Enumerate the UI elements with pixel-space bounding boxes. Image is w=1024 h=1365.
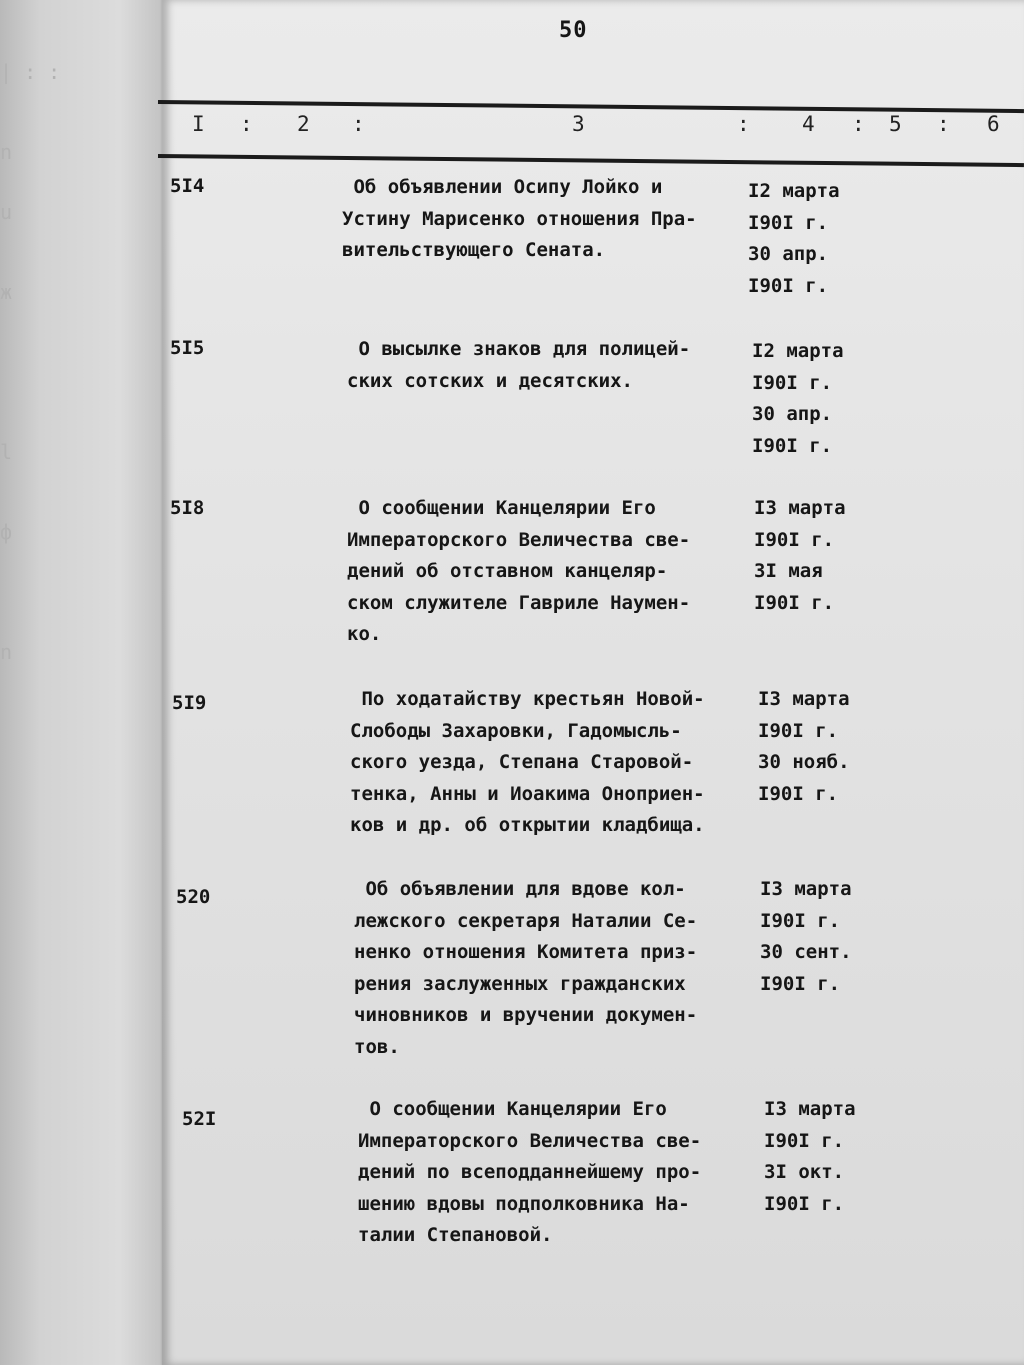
entry-dates: I2 марта I90I г. 30 апр. I90I г. <box>748 180 840 297</box>
column-header-separator: : <box>852 112 865 136</box>
entry-number: 520 <box>176 886 211 908</box>
column-header-3: 3 <box>572 112 585 136</box>
entry-dates: I3 марта I90I г. 30 нояб. I90I г. <box>758 688 850 805</box>
entry-number: 5I5 <box>170 337 205 359</box>
column-header-separator: : <box>240 112 253 136</box>
column-header-separator: : <box>352 112 365 136</box>
faint-ghost-mark: n <box>0 640 13 664</box>
table-header-bottom-rule <box>158 154 1024 167</box>
entry-dates: I3 марта I90I г. 3I окт. I90I г. <box>764 1098 856 1215</box>
entry-number: 5I9 <box>172 692 207 714</box>
entry-number: 5I4 <box>170 175 205 197</box>
column-header-separator: : <box>937 112 950 136</box>
faint-ghost-mark: ф <box>0 520 13 544</box>
column-header-2: 2 <box>297 112 310 136</box>
entry-title: Об объявлении для вдове кол- лежского секретаря Наталии Се- ненко отношения Комитета приз- рения заслуженных гражданских чиновников и вручении докумен- тов. <box>354 878 698 1058</box>
entry-title: О сообщении Канцелярии Его Императорского Величества све- дений по всеподданнейшему про- шению вдовы подполковника На- талии Степановой. <box>358 1098 702 1246</box>
column-header-separator: : <box>737 112 750 136</box>
entry-title: О сообщении Канцелярии Его Императорского Величества све- дений об отставном канцеляр- ском служителе Гавриле Наумен- ко. <box>347 497 691 645</box>
entry-title: О высылке знаков для полицей- ских сотских и десятских. <box>347 338 691 392</box>
entry-dates: I2 марта I90I г. 30 апр. I90I г. <box>752 340 844 457</box>
faint-ghost-mark: | : : <box>0 60 61 84</box>
entry-dates: I3 марта I90I г. 3I мая I90I г. <box>754 497 846 614</box>
entry-title: По ходатайству крестьян Новой- Слободы Захаровки, Гадомысль- ского уезда, Степана Старовой- тенка, Анны и Иоакима Оноприен- ков и др. об открытии кладбища. <box>350 688 705 836</box>
document-page <box>162 0 1024 1365</box>
faint-ghost-mark: ж <box>0 280 13 304</box>
previous-page-edge <box>0 0 165 1365</box>
faint-ghost-mark: l <box>0 440 13 464</box>
entry-title: Об объявлении Осипу Лойко и Устину Марисенко отношения Пра- вительствующего Сената. <box>342 176 697 261</box>
column-header-5: 5 <box>889 112 902 136</box>
entry-number: 5I8 <box>170 497 205 519</box>
faint-ghost-mark: u <box>0 200 13 224</box>
entry-dates: I3 марта I90I г. 30 сент. I90I г. <box>760 878 852 995</box>
column-header-4: 4 <box>802 112 815 136</box>
column-header-6: 6 <box>987 112 1000 136</box>
entry-number: 52I <box>182 1108 217 1130</box>
column-header-1: I <box>192 112 205 136</box>
faint-ghost-mark: n <box>0 140 13 164</box>
page-number: 50 <box>559 18 588 43</box>
